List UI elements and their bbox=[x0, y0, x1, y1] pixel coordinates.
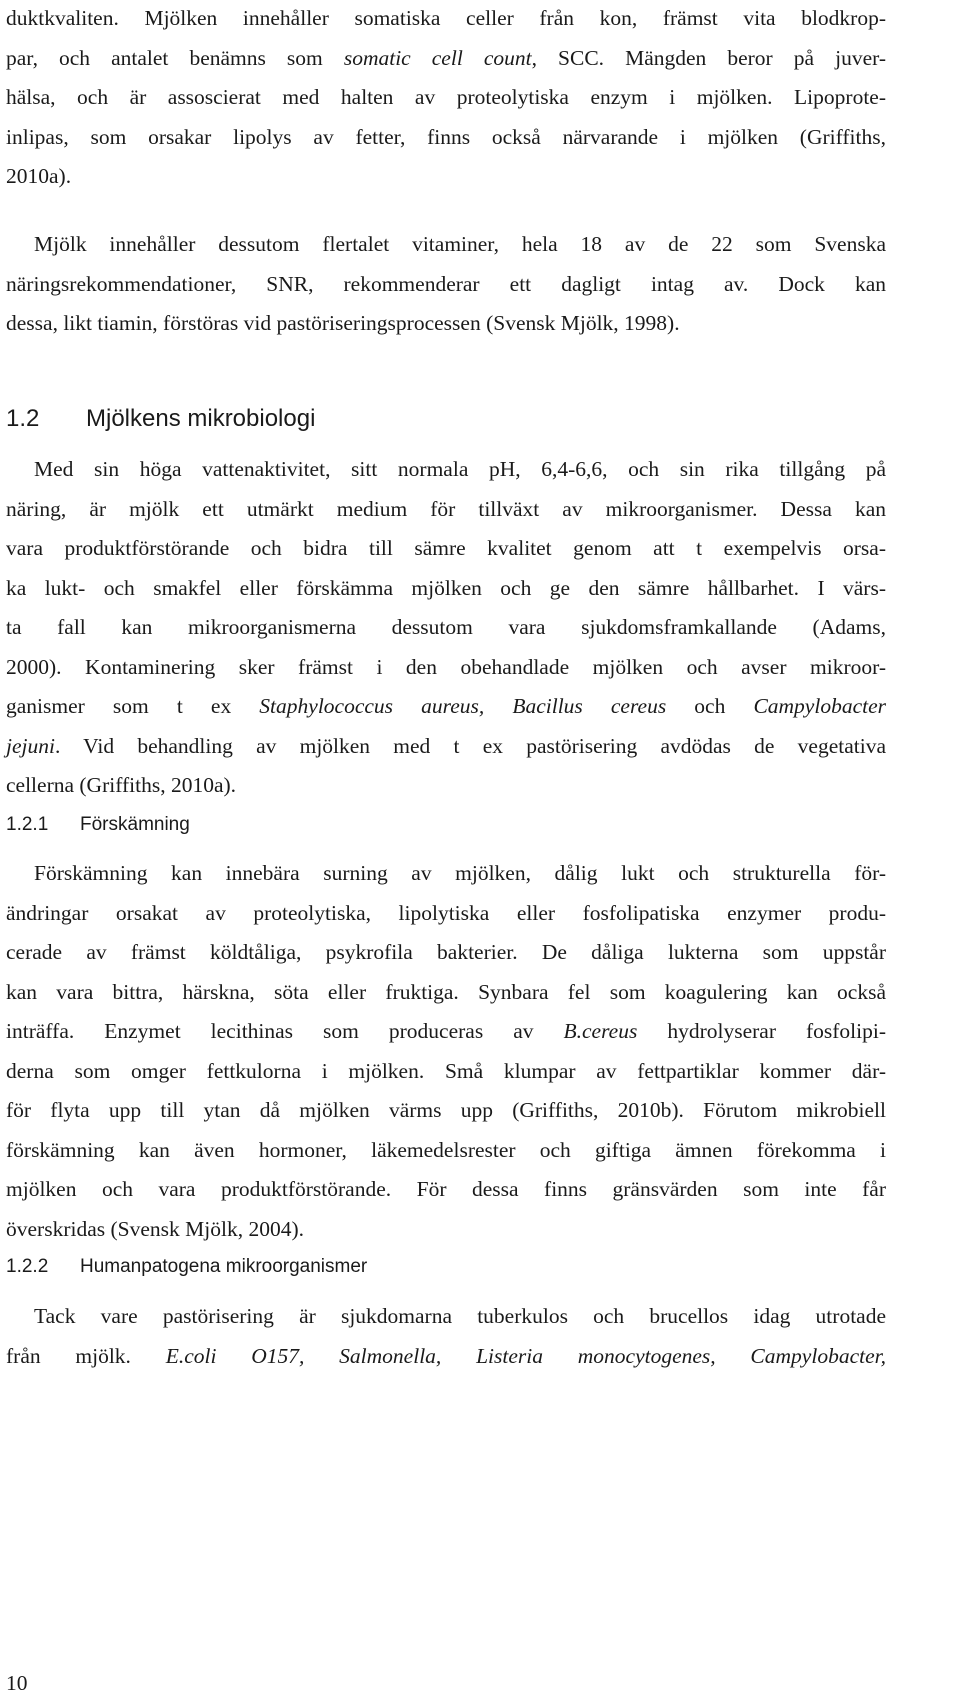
section-title: Förskämning bbox=[80, 814, 190, 835]
paragraph-vitamins bbox=[6, 225, 886, 344]
text-line: överskridas (Svensk Mjölk, 2004). bbox=[6, 1216, 304, 1241]
heading-text bbox=[6, 1255, 886, 1279]
text-line: vara produktförstörande och bidra till sämre kvalitet genom att t exempelvis orsa- bbox=[6, 536, 886, 560]
text-line: inträffa. Enzymet lecithinas som produceras av B.cereus hydrolyserar fosfolipi- bbox=[6, 1019, 886, 1043]
text-line: Mjölk innehåller dessutom flertalet vitaminer, hela 18 av de 22 som Svenska bbox=[34, 232, 886, 256]
paragraph-intro bbox=[6, 0, 886, 197]
text-line: för flyta upp till ytan då mjölken värms upp (Griffiths, 2010b). Förutom mikrobiell bbox=[6, 1098, 886, 1122]
text-line: ganismer som t ex Staphylococcus aureus, Bacillus cereus och Campylobacter bbox=[6, 694, 886, 718]
text-line: förskämning kan även hormoner, läkemedelsrester och giftiga ämnen förekomma i bbox=[6, 1137, 886, 1162]
text-line: ka lukt- och smakfel eller förskämma mjölken och ge den sämre hållbarhet. I värs- bbox=[6, 575, 886, 600]
text-line: derna som omger fettkulorna i mjölken. Små klumpar av fettpartiklar kommer där- bbox=[6, 1058, 886, 1083]
text-line: inlipas, som orsakar lipolys av fetter, finns också närvarande i mjölken (Griffiths, bbox=[6, 124, 886, 149]
text-line: 2010a). bbox=[6, 164, 72, 188]
heading-text bbox=[6, 813, 886, 837]
section-heading-1-2-2 bbox=[6, 1255, 886, 1279]
text-line: näring, är mjölk ett utmärkt medium för tillväxt av mikroorganismer. Dessa kan bbox=[6, 496, 886, 521]
text-line: Tack vare pastörisering är sjukdomarna tuberkulos och brucellos idag utrotade bbox=[34, 1304, 886, 1328]
text-line: cellerna (Griffiths, 2010a). bbox=[6, 773, 237, 797]
section-number: 1.2 bbox=[6, 405, 40, 432]
text-line: hälsa, och är assoscierat med halten av proteolytiska enzym i mjölken. Lipoprote- bbox=[6, 85, 886, 109]
text-line: dessa, likt tiamin, förstöras vid pastöriseringsprocessen (Svensk Mjölk, 1998). bbox=[6, 311, 680, 335]
text-line: Med sin höga vattenaktivitet, sitt normala pH, 6,4-6,6, och sin rika tillgång på bbox=[34, 457, 886, 481]
text-line: mjölken och vara produktförstörande. För dessa finns gränsvärden som inte får bbox=[6, 1177, 886, 1201]
section-title: Mjölkens mikrobiologi bbox=[86, 405, 316, 432]
text-line: ta fall kan mikroorganismerna dessutom vara sjukdomsframkallande (Adams, bbox=[6, 615, 886, 639]
section-title: Humanpatogena mikroorganismer bbox=[80, 1256, 368, 1277]
text-line: cerade av främst köldtåliga, psykrofila bakterier. De dåliga lukterna som uppstår bbox=[6, 940, 886, 964]
section-heading-1-2 bbox=[6, 404, 886, 434]
section-heading-1-2-1 bbox=[6, 813, 886, 837]
text-line: näringsrekommendationer, SNR, rekommenderar ett dagligt intag av. Dock kan bbox=[6, 271, 886, 296]
paragraph-pathogens bbox=[6, 1297, 886, 1376]
page-number: 10 bbox=[6, 1671, 28, 1695]
text-line: jejuni. Vid behandling av mjölken med t ex pastörisering avdödas de vegetativa bbox=[6, 733, 886, 758]
text-line: par, och antalet benämns som somatic cell count, SCC. Mängden beror på juver- bbox=[6, 45, 887, 70]
text-line: Förskämning kan innebära surning av mjölken, dålig lukt och strukturella för- bbox=[34, 861, 886, 885]
paragraph-microbiology bbox=[6, 450, 886, 806]
section-number: 1.2.1 bbox=[6, 814, 49, 835]
heading-text bbox=[6, 404, 886, 434]
text-line: 2000). Kontaminering sker främst i den obehandlade mjölken och avser mikroor- bbox=[6, 654, 886, 679]
text-line: ändringar orsakat av proteolytiska, lipolytiska eller fosfolipatiska enzymer produ- bbox=[6, 900, 886, 925]
text-line: duktkvaliten. Mjölken innehåller somatiska celler från kon, främst vita blodkrop- bbox=[6, 6, 886, 30]
text-line: från mjölk. E.coli O157, Salmonella, Listeria monocytogenes, Campylobacter, bbox=[6, 1343, 886, 1368]
paragraph-spoilage bbox=[6, 854, 886, 1249]
section-number: 1.2.2 bbox=[6, 1256, 49, 1277]
text-line: kan vara bittra, härskna, söta eller fruktiga. Synbara fel som koagulering kan också bbox=[6, 979, 886, 1004]
